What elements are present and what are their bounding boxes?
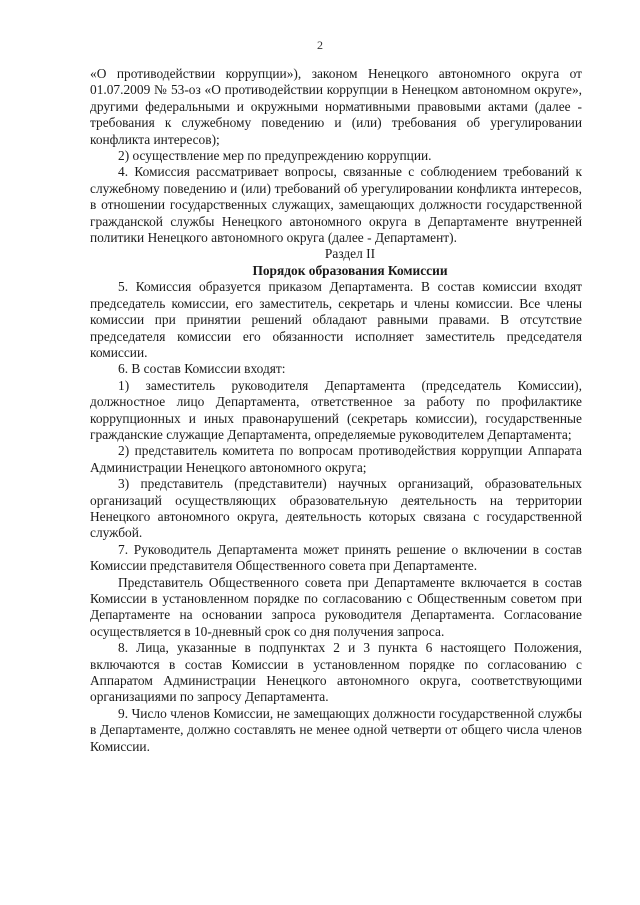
paragraph-9: 9. Число членов Комиссии, не замещающих должности государственной службы в Департаменте, должно составлять не менее одной четверти от общего числа членов Комиссии.: [90, 705, 582, 754]
paragraph-item-2: 2) осуществление мер по предупреждению коррупции.: [118, 148, 432, 164]
page-number: 2: [317, 38, 323, 52]
paragraph-6-item-3: 3) представитель (представители) научных организаций, образовательных организаций осуществляющих образовательную деятельность на территории Ненецкого автономного округа, деятельность которых связана с государственной службой.: [90, 476, 582, 541]
section-label: Раздел II: [324, 246, 376, 262]
paragraph-7-continued: Представитель Общественного совета при Департаменте включается в состав Комиссии в установленном порядке по согласованию с Общественным советом при Департаменте на основании запроса руководителя Департамента. Согласование осуществляется в 10-дневный срок со дня получения запроса.: [90, 574, 582, 639]
paragraph-continuation: «О противодействии коррупции»), законом Ненецкого автономного округа от 01.07.2009 № 53-оз «О противодействии коррупции в Ненецком автономном округе», другими федеральными и окружными нормативными правовыми актами (далее - требования к служебному поведению и (или) требования об урегулировании конфликта интересов);: [90, 66, 582, 147]
paragraph-6-item-1: 1) заместитель руководителя Департамента (председатель Комиссии), должностное лицо Департамента, ответственное за работу по профилактике коррупционных и иных правонарушений (секретарь комиссии), государственные гражданские служащие Департамента, определяемые руководителем Департамента;: [90, 377, 582, 442]
paragraph-6-item-2: 2) представитель комитета по вопросам противодействия коррупции Аппарата Администрации Ненецкого автономного округа;: [90, 443, 582, 475]
paragraph-5: 5. Комиссия образуется приказом Департамента. В состав комиссии входят председатель комиссии, его заместитель, секретарь и члены комиссии. Все члены комиссии при принятии решений обладают равными правами. В отсутствие председателя комиссии его обязанности исполняет заместитель председателя комиссии.: [90, 279, 582, 360]
paragraph-8: 8. Лица, указанные в подпунктах 2 и 3 пункта 6 настоящего Положения, включаются в состав Комиссии в установленном порядке по согласованию с Аппаратом Администрации Ненецкого автономного округа, соответствующими организациями по запросу Департамента.: [90, 640, 582, 705]
section-title: Порядок образования Комиссии: [252, 262, 448, 278]
document-body: [90, 66, 582, 755]
paragraph-6: 6. В состав Комиссии входят:: [118, 361, 286, 377]
paragraph-4: 4. Комиссия рассматривает вопросы, связанные с соблюдением требований к служебному поведению и (или) требований об урегулировании конфликта интересов, в отношении государственных служащих, замещающих должности государственной гражданской службы Ненецкого автономного округа в Департаменте внутренней политики Ненецкого автономного округа (далее - Департамент).: [90, 164, 582, 246]
paragraph-7: 7. Руководитель Департамента может принять решение о включении в состав Комиссии представителя Общественного совета при Департаменте.: [90, 541, 582, 574]
